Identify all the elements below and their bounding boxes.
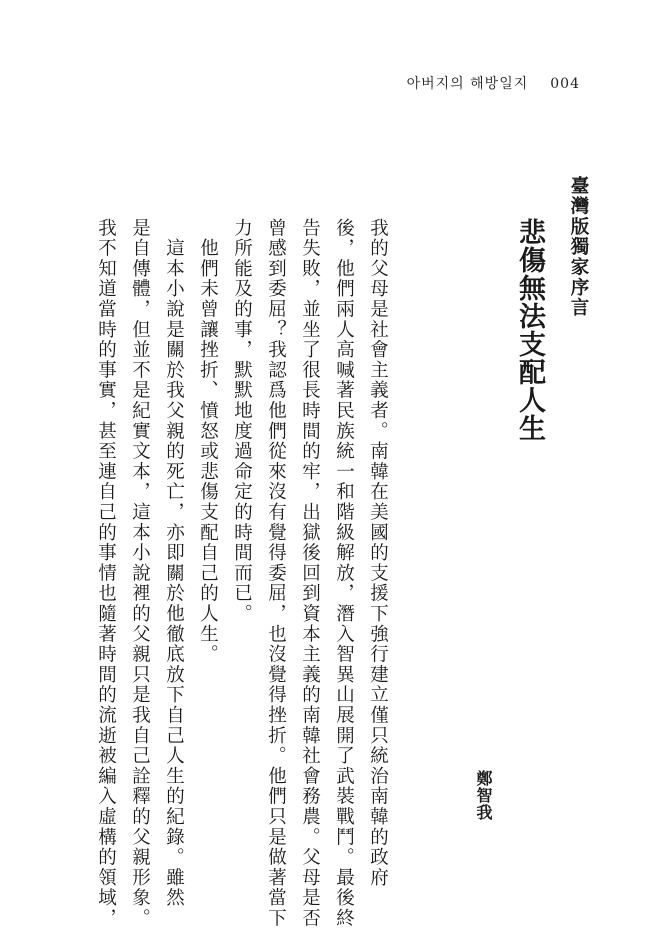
preface-subtitle: 悲傷無法支配人生 (514, 218, 545, 442)
running-header (407, 73, 580, 93)
text-column: 曾感到委屈？我認爲他們從來沒有覺得委屈，也沒覺得挫折。他們只是做著當下 (265, 218, 287, 929)
text-column: 力所能及的事，默默地度過命定的時間而已。 (231, 218, 253, 624)
author-name: 鄭智我 (474, 770, 493, 821)
text-column: 我不知道當時的事實，甚至連自己的事情也隨著時間的流逝被編入虛構的領域， (95, 218, 117, 929)
preface-title: 臺灣版獨家序言 (568, 176, 589, 319)
text-column: 告失敗，並坐了很長時間的牢，出獄後回到資本主義的南韓社會務農。父母是否 (299, 218, 321, 929)
text-column: 他們未曾讓挫折、憤怒或悲傷支配自己的人生。 (197, 218, 219, 665)
book-title: 아버지의 해방일지 (406, 76, 529, 92)
text-column: 後，他們兩人高喊著民族統一和階級解放，潛入智異山展開了武裝戰鬥。最後終 (333, 218, 355, 929)
page-number: 004 (550, 76, 580, 92)
text-column: 我的父母是社會主義者。南韓在美國的支援下強行建立僅只統治南韓的政府 (367, 218, 389, 888)
text-column: 這本小說是關於我父親的死亡，亦即關於他徹底放下自己人生的紀錄。雖然 (163, 218, 185, 909)
text-column: 是自傳體，但並不是紀實文本，這本小說裡的父親只是我自己詮釋的父親形象。 (129, 218, 151, 929)
